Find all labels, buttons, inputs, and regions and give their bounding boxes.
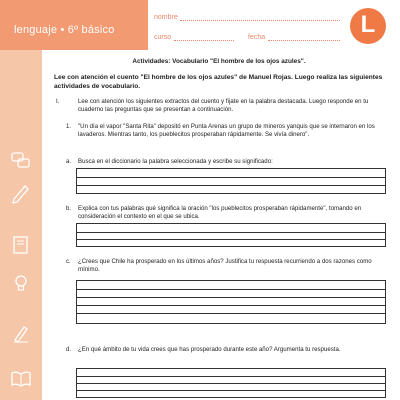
question-b-letter: b.	[66, 205, 72, 212]
fecha-field[interactable]	[268, 40, 340, 41]
worksheet-intro: Lee con atención el cuento "El hombre de los ojos azules" de Manuel Rojas. Luego realiza las siguientes actividades de vocabulario.	[54, 74, 383, 90]
lightbulb-icon	[10, 272, 32, 294]
item-number: 1.	[66, 123, 72, 130]
nombre-field[interactable]	[180, 20, 340, 21]
fecha-label: fecha	[248, 34, 266, 41]
pen-icon	[10, 322, 32, 344]
question-a-text: Busca en el diccionario la palabra seleccionada y escribe su significado:	[78, 158, 273, 165]
question-d-letter: d.	[66, 346, 72, 353]
section-instructions: Lee con atención los siguientes extractos del cuento y fíjate en la palabra destacada. Luego responde en tu cuaderno las preguntas que se presentan a continuación.	[78, 98, 369, 113]
subject-label: lenguaje • 6º básico	[14, 24, 115, 36]
curso-label: curso	[154, 34, 172, 41]
question-c-text: ¿Crees que Chile ha prosperado en los últimos años? Justifica tu respuesta recurriendo a dos razones como mínimo.	[78, 258, 372, 273]
subject-banner	[0, 0, 148, 50]
curso-field[interactable]	[174, 40, 234, 41]
book-icon	[10, 234, 32, 256]
logo-letter: L	[360, 11, 376, 38]
section-numeral: I.	[56, 98, 60, 105]
open-book-icon	[10, 368, 32, 390]
question-d-text: ¿En qué ámbito de tu vida crees que has prosperado durante este año? Argumenta tu respuesta.	[78, 346, 341, 353]
worksheet-title: Actividades: Vocabulario "El hombre de los ojos azules".	[132, 58, 306, 65]
pencil-icon	[10, 182, 32, 204]
answer-box-a[interactable]	[76, 168, 386, 194]
answer-box-d[interactable]	[76, 368, 386, 398]
question-c-letter: c.	[66, 258, 71, 265]
lenguaje-logo	[350, 8, 386, 44]
sidebar	[0, 50, 42, 400]
quote-extract: "Un día el vapor "Santa Rita" depositó en Punta Arenas un grupo de mineros yanquis que se internaron en los lavaderos. Mientras tanto, los pueblecitos prosperaban rápidamente. Se vivía dinero".	[78, 123, 375, 138]
answer-box-b[interactable]	[76, 223, 386, 247]
speech-bubbles-icon	[10, 150, 32, 172]
question-a-letter: a.	[66, 158, 72, 165]
answer-box-c[interactable]	[76, 280, 386, 324]
question-b-text: Explica con tus palabras qué significa la oración "los pueblecitos prosperaban rápidamente", tomando en consideración el contexto en el que se ubica.	[78, 205, 362, 220]
nombre-label: nombre	[154, 14, 178, 21]
header	[0, 0, 400, 50]
